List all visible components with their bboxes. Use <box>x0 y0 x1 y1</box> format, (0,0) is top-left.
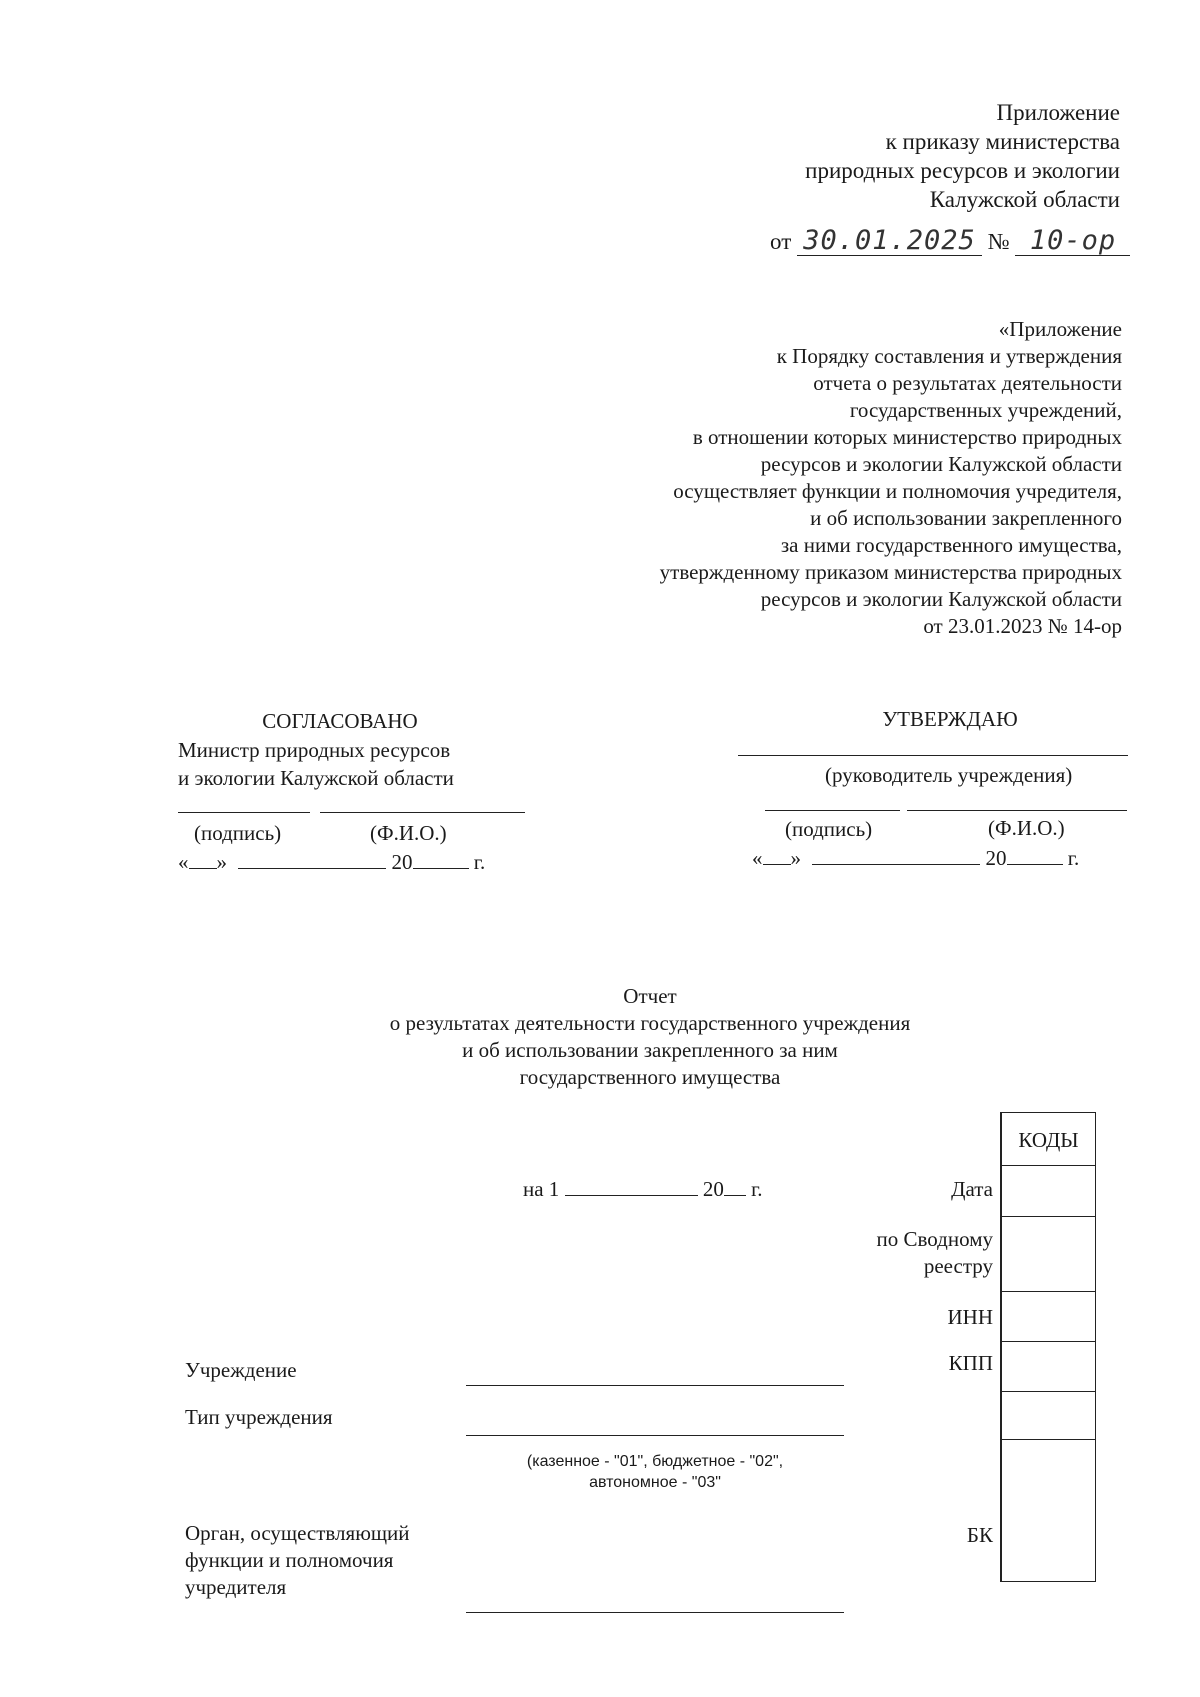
order-appendix-line: ресурсов и экологии Калужской области <box>760 452 1122 476</box>
codes-row-divider <box>1002 1341 1095 1342</box>
institution-type-hint-line: автономное - "03" <box>589 1474 721 1491</box>
handwritten-date: 30.01.2025 <box>797 226 982 256</box>
right-year-prefix: 20 <box>985 846 1007 870</box>
codes-kpp-label: КПП <box>948 1351 993 1375</box>
report-date-year: 20 <box>702 1177 724 1201</box>
left-year-prefix: 20 <box>391 850 413 874</box>
date-prefix: от <box>770 229 792 254</box>
order-appendix-line: утвержденному приказом министерства природных <box>659 560 1122 584</box>
codes-inn-label: ИНН <box>947 1305 993 1329</box>
left-date-open: « <box>178 850 189 874</box>
approval-right-title: УТВЕРЖДАЮ <box>882 707 1018 731</box>
left-signature-line <box>178 812 310 813</box>
codes-bk-label: БК <box>966 1523 993 1547</box>
right-fio-line <box>907 810 1127 811</box>
codes-registry-label-1: по Сводному <box>876 1227 993 1251</box>
institution-label: Учреждение <box>185 1358 297 1382</box>
order-appendix-line: «Приложение <box>998 317 1122 341</box>
left-fio-label: (Ф.И.О.) <box>370 821 447 845</box>
appendix-header <box>600 98 1120 214</box>
appendix-line: Калужской области <box>929 187 1120 212</box>
codes-header: КОДЫ <box>1018 1128 1079 1152</box>
codes-row-divider <box>1002 1439 1095 1440</box>
right-date-close: » <box>790 846 801 870</box>
left-year-suffix: г. <box>473 850 486 874</box>
institution-type-hint-line: (казенное - "01", бюджетное - "02", <box>526 1453 784 1470</box>
right-date-open: « <box>752 846 763 870</box>
founder-label-line: Орган, осуществляющий <box>185 1521 410 1545</box>
codes-row-divider <box>1002 1391 1095 1392</box>
number-sign: № <box>987 229 1010 254</box>
right-year-suffix: г. <box>1067 846 1080 870</box>
report-date-suffix: г. <box>751 1177 763 1201</box>
handwritten-number: 10-ор <box>1015 226 1130 256</box>
appendix-line: природных ресурсов и экологии <box>805 158 1120 183</box>
report-date-prefix: на 1 <box>523 1177 560 1201</box>
order-appendix-line: и об использовании закрепленного <box>810 506 1122 530</box>
order-date-number <box>770 226 1170 256</box>
report-date-line <box>523 1176 823 1203</box>
founder-line <box>466 1612 844 1613</box>
codes-row-divider <box>1002 1291 1095 1292</box>
approval-left-line1: Министр природных ресурсов <box>178 738 451 762</box>
institution-type-label: Тип учреждения <box>185 1405 333 1429</box>
appendix-line: к приказу министерства <box>885 129 1120 154</box>
order-appendix-line: к Порядку составления и утверждения <box>776 344 1122 368</box>
report-title <box>300 983 1000 1091</box>
approval-left-line2: и экологии Калужской области <box>178 766 454 790</box>
right-head-label: (руководитель учреждения) <box>825 763 1073 787</box>
codes-row-divider <box>1002 1165 1095 1166</box>
right-fio-label: (Ф.И.О.) <box>988 816 1065 840</box>
right-date-line <box>752 845 1132 872</box>
founder-label <box>185 1520 465 1601</box>
report-title-line: о результатах деятельности государственного учреждения <box>389 1011 911 1035</box>
left-fio-line <box>320 812 525 813</box>
order-appendix-line: ресурсов и экологии Калужской области <box>760 587 1122 611</box>
right-signature-label: (подпись) <box>785 817 873 841</box>
codes-registry-label-2: реестру <box>923 1254 993 1278</box>
institution-line <box>466 1385 844 1386</box>
institution-type-hint <box>466 1451 844 1493</box>
report-title-main: Отчет <box>623 984 677 1008</box>
founder-label-line: учредителя <box>185 1575 287 1599</box>
report-title-line: и об использовании закрепленного за ним <box>462 1038 838 1062</box>
order-appendix-line: отчета о результатах деятельности <box>813 371 1122 395</box>
codes-row-divider <box>1002 1216 1095 1217</box>
right-head-line <box>738 755 1128 756</box>
founder-label-line: функции и полномочия <box>185 1548 394 1572</box>
left-signature-label: (подпись) <box>194 821 282 845</box>
left-date-line <box>178 849 538 876</box>
order-appendix-block <box>500 316 1122 640</box>
report-title-line: государственного имущества <box>519 1065 781 1089</box>
order-appendix-line: от 23.01.2023 № 14-ор <box>923 614 1122 638</box>
codes-date-label: Дата <box>951 1177 993 1201</box>
institution-type-line <box>466 1435 844 1436</box>
approval-left-title: СОГЛАСОВАНО <box>262 709 418 733</box>
order-appendix-line: осуществляет функции и полномочия учредителя, <box>673 479 1122 503</box>
order-appendix-line: в отношении которых министерство природных <box>692 425 1122 449</box>
order-appendix-line: государственных учреждений, <box>849 398 1122 422</box>
right-signature-line <box>765 810 900 811</box>
order-appendix-line: за ними государственного имущества, <box>780 533 1122 557</box>
left-date-close: » <box>216 850 227 874</box>
appendix-title: Приложение <box>996 100 1120 125</box>
codes-table <box>1000 1112 1096 1582</box>
